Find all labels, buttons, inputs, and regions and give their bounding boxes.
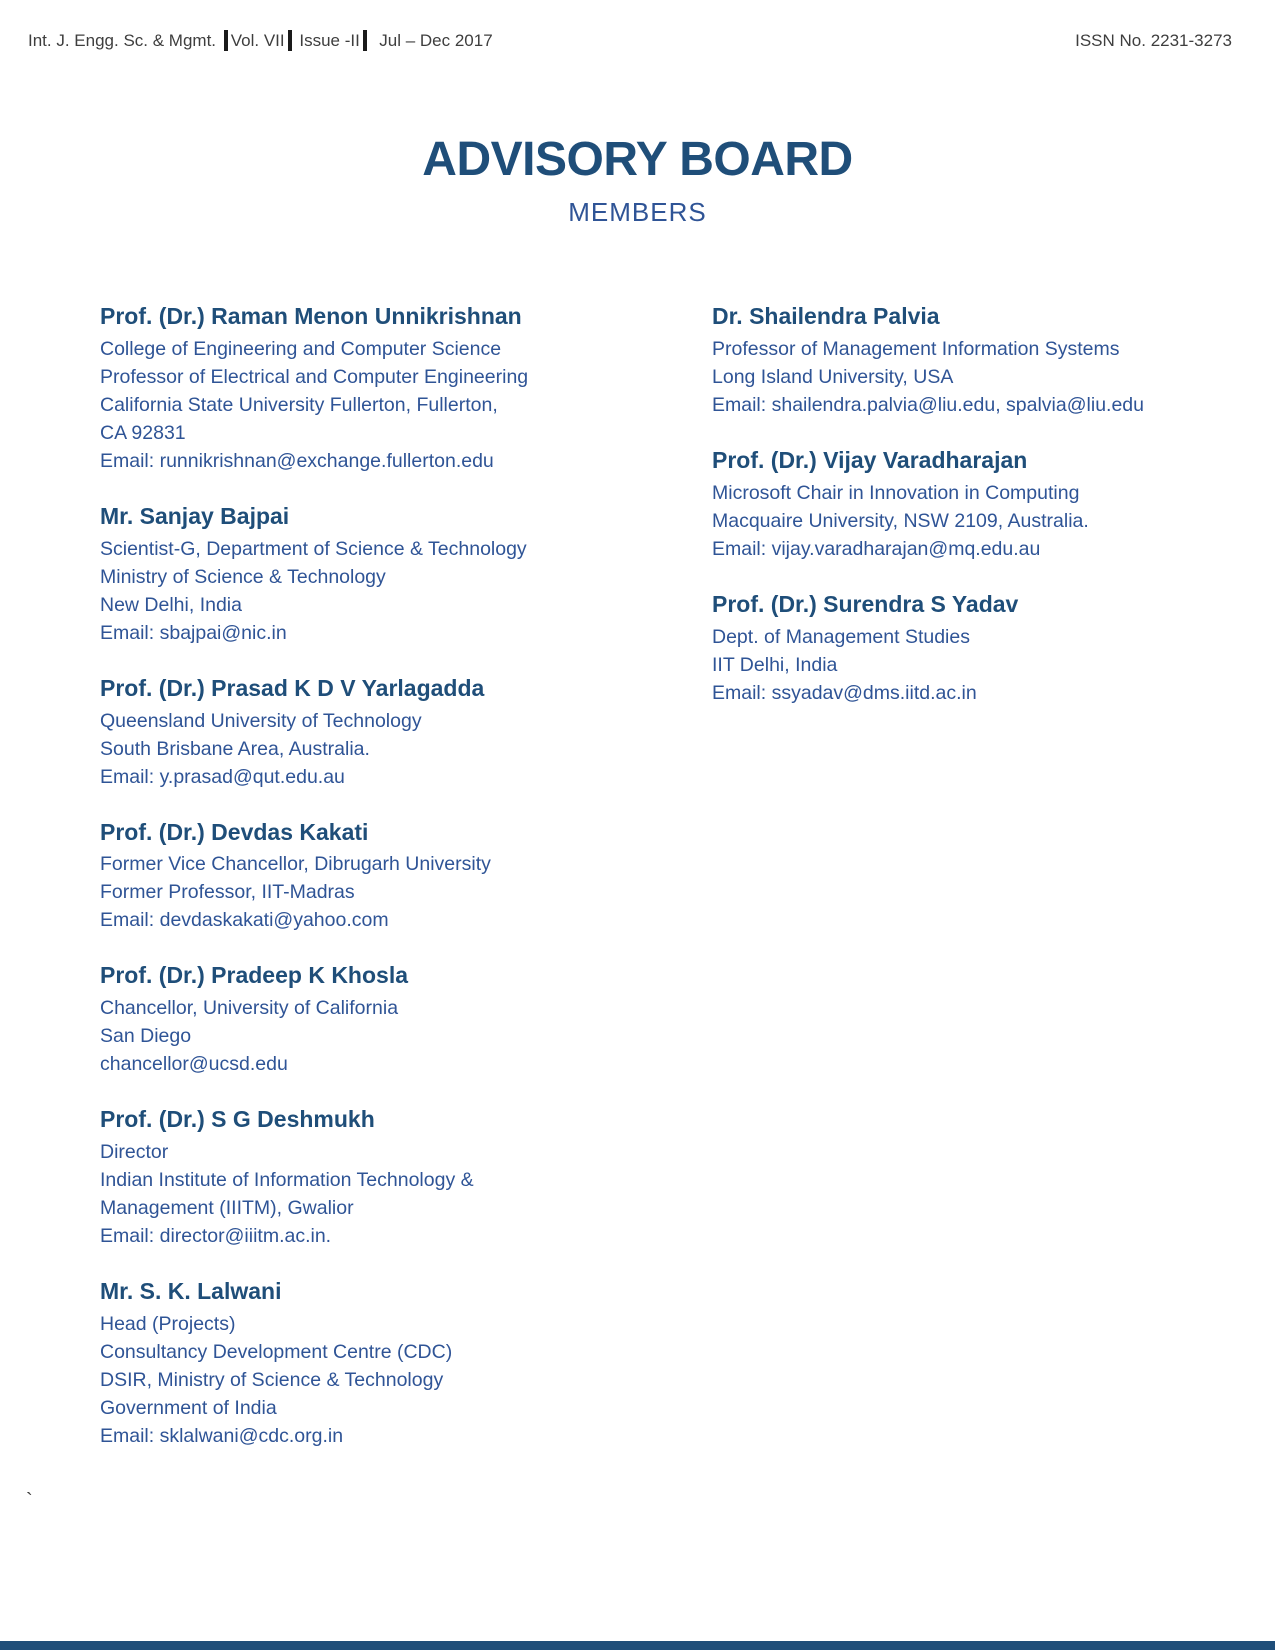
member-entry <box>712 590 1172 707</box>
page-subtitle: MEMBERS <box>568 197 707 228</box>
member-entry <box>100 818 712 935</box>
member-detail-line: DSIR, Ministry of Science & Technology <box>100 1368 444 1391</box>
member-detail-line: Email: runnikrishnan@exchange.fullerton.edu <box>100 450 494 473</box>
members-columns <box>0 302 1275 1476</box>
member-detail-line: Long Island University, USA <box>712 366 954 389</box>
member-detail-line: Professor of Management Information Systems <box>712 338 1120 361</box>
member-detail-line: Email: devdaskakati@yahoo.com <box>100 909 389 932</box>
volume-label: Vol. VII <box>230 30 285 50</box>
member-name: Prof. (Dr.) Surendra S Yadav <box>712 590 1019 617</box>
member-name: Prof. (Dr.) Prasad K D V Yarlagadda <box>100 674 485 701</box>
member-detail-line: Professor of Electrical and Computer Engineering <box>100 366 529 389</box>
member-entry <box>100 1105 712 1250</box>
member-entry <box>712 302 1172 419</box>
members-column-right <box>712 302 1172 733</box>
member-detail-line: IIT Delhi, India <box>712 653 838 676</box>
member-detail-line: Email: director@iiitm.ac.in. <box>100 1224 332 1247</box>
member-detail-line: New Delhi, India <box>100 593 242 616</box>
stray-backtick: ` <box>26 1490 33 1512</box>
member-detail-line: CA 92831 <box>100 422 186 445</box>
journal-header <box>28 30 1232 51</box>
bottom-border-bar <box>0 1641 1275 1650</box>
member-detail-line: Dept. of Management Studies <box>712 625 970 648</box>
journal-name: Int. J. Engg. Sc. & Mgmt. <box>28 30 221 50</box>
member-entry <box>100 674 712 791</box>
member-detail-line: Email: vijay.varadharajan@mq.edu.au <box>712 537 1041 560</box>
member-detail-line: chancellor@ucsd.edu <box>100 1053 288 1076</box>
member-detail-line: Chancellor, University of California <box>100 997 399 1020</box>
member-name: Prof. (Dr.) Raman Menon Unnikrishnan <box>100 303 522 330</box>
member-detail-line: Microsoft Chair in Innovation in Computing <box>712 481 1080 504</box>
separator-bar <box>224 30 228 51</box>
issue-label: Issue -II <box>294 30 360 50</box>
member-detail-line: Consultancy Development Centre (CDC) <box>100 1340 453 1363</box>
member-name: Prof. (Dr.) Devdas Kakati <box>100 818 369 845</box>
separator-bar <box>288 30 292 51</box>
member-entry <box>100 961 712 1078</box>
member-detail-line: Indian Institute of Information Technology & <box>100 1168 474 1191</box>
member-detail-line: Macquaire University, NSW 2109, Australia. <box>712 509 1089 532</box>
member-detail-line: Scientist-G, Department of Science & Technology <box>100 537 527 560</box>
member-detail-line: Email: sbajpai@nic.in <box>100 621 287 644</box>
separator-bar <box>363 30 367 51</box>
member-detail-line: Government of India <box>100 1396 277 1419</box>
member-name: Prof. (Dr.) S G Deshmukh <box>100 1106 375 1133</box>
members-column-left <box>100 302 712 1476</box>
journal-citation <box>28 30 493 51</box>
member-detail-line: Ministry of Science & Technology <box>100 565 386 588</box>
member-detail-line: Email: sklalwani@cdc.org.in <box>100 1424 344 1447</box>
member-detail-line: California State University Fullerton, Fullerton, <box>100 394 498 417</box>
member-detail-line: Management (IIITM), Gwalior <box>100 1196 354 1219</box>
date-range-label: Jul – Dec 2017 <box>369 30 493 50</box>
member-name: Mr. S. K. Lalwani <box>100 1277 282 1304</box>
member-detail-line: Email: shailendra.palvia@liu.edu, spalvia@liu.edu <box>712 394 1144 417</box>
member-detail-line: Head (Projects) <box>100 1312 236 1335</box>
member-detail-line: College of Engineering and Computer Science <box>100 338 502 361</box>
member-detail-line: Former Professor, IIT-Madras <box>100 881 355 904</box>
member-name: Prof. (Dr.) Pradeep K Khosla <box>100 962 409 989</box>
issn-number: ISSN No. 2231-3273 <box>1075 30 1232 50</box>
member-name: Mr. Sanjay Bajpai <box>100 503 290 530</box>
member-entry <box>712 446 1172 563</box>
member-entry <box>100 302 712 475</box>
member-detail-line: Email: ssyadav@dms.iitd.ac.in <box>712 681 977 704</box>
member-name: Dr. Shailendra Palvia <box>712 303 940 330</box>
member-entry <box>100 502 712 647</box>
member-name: Prof. (Dr.) Vijay Varadharajan <box>712 447 1028 474</box>
member-detail-line: Former Vice Chancellor, Dibrugarh University <box>100 853 491 876</box>
page-title: ADVISORY BOARD <box>422 133 853 186</box>
member-detail-line: Queensland University of Technology <box>100 709 422 732</box>
member-detail-line: South Brisbane Area, Australia. <box>100 737 370 760</box>
member-detail-line: San Diego <box>100 1025 192 1048</box>
member-detail-line: Email: y.prasad@qut.edu.au <box>100 765 345 788</box>
member-detail-line: Director <box>100 1140 169 1163</box>
member-entry <box>100 1277 712 1450</box>
